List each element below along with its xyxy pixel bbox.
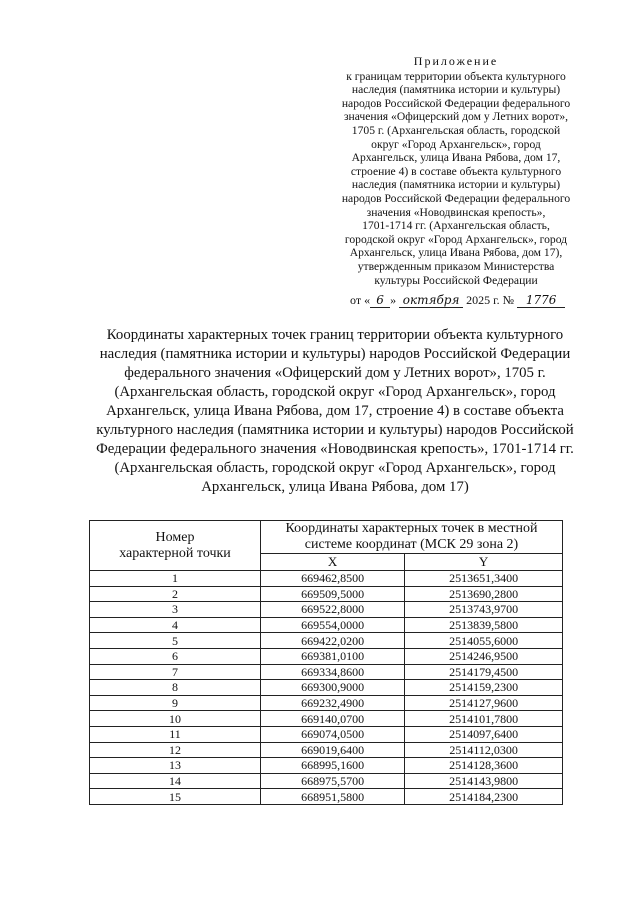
y-coordinate-cell: 2514179,4500	[405, 664, 563, 680]
point-number-cell: 9	[90, 695, 261, 711]
appendix-line: строение 4) в составе объекта культурного	[350, 164, 562, 178]
x-coordinate-cell: 669334,8600	[261, 664, 405, 680]
appendix-line: 1705 г. (Архангельская область, городской	[351, 123, 561, 137]
table-row	[90, 742, 563, 758]
x-coordinate-cell: 669074,0500	[261, 726, 405, 742]
point-number-cell: 5	[90, 633, 261, 649]
order-date-line	[350, 293, 610, 308]
appendix-line: народов Российской Федерации федерального	[341, 96, 571, 110]
title-line: Архангельск, улица Ивана Рябова, дом 17)	[201, 479, 469, 495]
x-coordinate-cell: 669462,8500	[261, 571, 405, 587]
x-coordinate-cell: 669509,5000	[261, 586, 405, 602]
title-line: Координаты характерных точек границ территории объекта культурного	[106, 327, 564, 343]
order-day: 6	[370, 293, 390, 308]
x-coordinate-cell: 668995,1600	[261, 758, 405, 774]
title-line: наследия (памятника истории и культуры) народов Российской Федерации	[99, 346, 571, 362]
col-x-header: X	[261, 554, 405, 571]
order-month: октября	[399, 293, 463, 308]
y-coordinate-cell: 2514112,0300	[405, 742, 563, 758]
col-y-header: Y	[405, 554, 563, 571]
x-coordinate-cell: 669522,8000	[261, 602, 405, 618]
table-row	[90, 726, 563, 742]
table-row	[90, 602, 563, 618]
table-row	[90, 648, 563, 664]
appendix-block	[322, 55, 590, 287]
y-coordinate-cell: 2514143,9800	[405, 773, 563, 789]
title-line: Федерации федерального значения «Новодвинская крепость», 1701-1714 гг.	[96, 441, 574, 457]
point-number-cell: 7	[90, 664, 261, 680]
y-coordinate-cell: 2514184,2300	[405, 789, 563, 805]
point-number-cell: 3	[90, 602, 261, 618]
appendix-heading: Приложение	[413, 54, 499, 68]
x-coordinate-cell: 668951,5800	[261, 789, 405, 805]
x-coordinate-cell: 669422,0200	[261, 633, 405, 649]
y-coordinate-cell: 2513839,5800	[405, 617, 563, 633]
coordinates-group-header-line1: Координаты характерных точек в местной	[285, 521, 538, 536]
appendix-line: значения «Новодвинская крепость»,	[366, 205, 546, 219]
order-prefix: от «	[350, 293, 371, 307]
appendix-line: культуры Российской Федерации	[374, 273, 538, 287]
table-row	[90, 617, 563, 633]
table-row	[90, 680, 563, 696]
appendix-line: утвержденным приказом Министерства	[357, 259, 555, 273]
table-row	[90, 758, 563, 774]
title-line: (Архангельская область, городской округ «Город Архангельск», город	[114, 384, 556, 400]
y-coordinate-cell: 2513651,3400	[405, 571, 563, 587]
table-row	[90, 711, 563, 727]
x-coordinate-cell: 669232,4900	[261, 695, 405, 711]
y-coordinate-cell: 2514159,2300	[405, 680, 563, 696]
point-number-cell: 12	[90, 742, 261, 758]
y-coordinate-cell: 2514128,3600	[405, 758, 563, 774]
point-number-cell: 2	[90, 586, 261, 602]
table-row	[90, 695, 563, 711]
coordinates-group-header	[261, 521, 563, 554]
point-number-cell: 1	[90, 571, 261, 587]
point-number-cell: 13	[90, 758, 261, 774]
x-coordinate-cell: 668975,5700	[261, 773, 405, 789]
title-line: Архангельск, улица Ивана Рябова, дом 17, строение 4) в составе объекта	[106, 403, 564, 419]
y-coordinate-cell: 2514055,6000	[405, 633, 563, 649]
appendix-text	[322, 70, 590, 288]
order-year: 2025 г. №	[466, 293, 515, 307]
appendix-line: значения «Офицерский дом у Летних ворот»,	[343, 110, 569, 124]
point-number-cell: 11	[90, 726, 261, 742]
x-coordinate-cell: 669140,0700	[261, 711, 405, 727]
appendix-line: народов Российской Федерации федерального	[341, 191, 571, 205]
point-number-cell: 4	[90, 617, 261, 633]
document-title	[80, 326, 590, 497]
table-row	[90, 664, 563, 680]
order-mid: »	[390, 293, 397, 307]
title-line: (Архангельская область, городской округ «Город Архангельск», город	[114, 460, 556, 476]
appendix-line: Архангельск, улица Ивана Рябова, дом 17,	[351, 151, 561, 165]
table-row	[90, 773, 563, 789]
order-number: 1776	[517, 293, 565, 308]
y-coordinate-cell: 2513690,2800	[405, 586, 563, 602]
col-point-number-header-line2: характерной точки	[119, 545, 231, 561]
point-number-cell: 6	[90, 648, 261, 664]
point-number-cell: 8	[90, 680, 261, 696]
y-coordinate-cell: 2514246,9500	[405, 648, 563, 664]
table-row	[90, 633, 563, 649]
appendix-line: 1701-1714 гг. (Архангельская область,	[362, 219, 550, 233]
appendix-line: наследия (памятника истории и культуры)	[351, 178, 561, 192]
point-number-cell: 10	[90, 711, 261, 727]
coordinates-group-header-line2: системе координат (МСК 29 зона 2)	[304, 537, 519, 552]
col-point-number-header	[90, 521, 261, 571]
table-row	[90, 789, 563, 805]
appendix-line: наследия (памятника истории и культуры)	[351, 83, 561, 97]
table-row	[90, 586, 563, 602]
appendix-line: округ «Город Архангельск», город	[371, 137, 541, 151]
appendix-line: Архангельск, улица Ивана Рябова, дом 17),	[349, 246, 563, 260]
x-coordinate-cell: 669554,0000	[261, 617, 405, 633]
title-line: федерального значения «Офицерский дом у Летних ворот», 1705 г.	[124, 365, 546, 381]
y-coordinate-cell: 2514101,7800	[405, 711, 563, 727]
coordinates-table	[89, 520, 563, 805]
y-coordinate-cell: 2514127,9600	[405, 695, 563, 711]
col-point-number-header-line1: Номер	[155, 529, 195, 545]
appendix-line: городской округ «Город Архангельск», город	[344, 232, 568, 246]
title-line: культурного наследия (памятника истории и культуры) народов Российской	[96, 422, 574, 438]
table-row	[90, 571, 563, 587]
point-number-cell: 14	[90, 773, 261, 789]
table-body	[90, 571, 563, 805]
point-number-cell: 15	[90, 789, 261, 805]
appendix-line: к границам территории объекта культурного	[346, 69, 566, 83]
x-coordinate-cell: 669300,9000	[261, 680, 405, 696]
y-coordinate-cell: 2513743,9700	[405, 602, 563, 618]
x-coordinate-cell: 669381,0100	[261, 648, 405, 664]
x-coordinate-cell: 669019,6400	[261, 742, 405, 758]
y-coordinate-cell: 2514097,6400	[405, 726, 563, 742]
